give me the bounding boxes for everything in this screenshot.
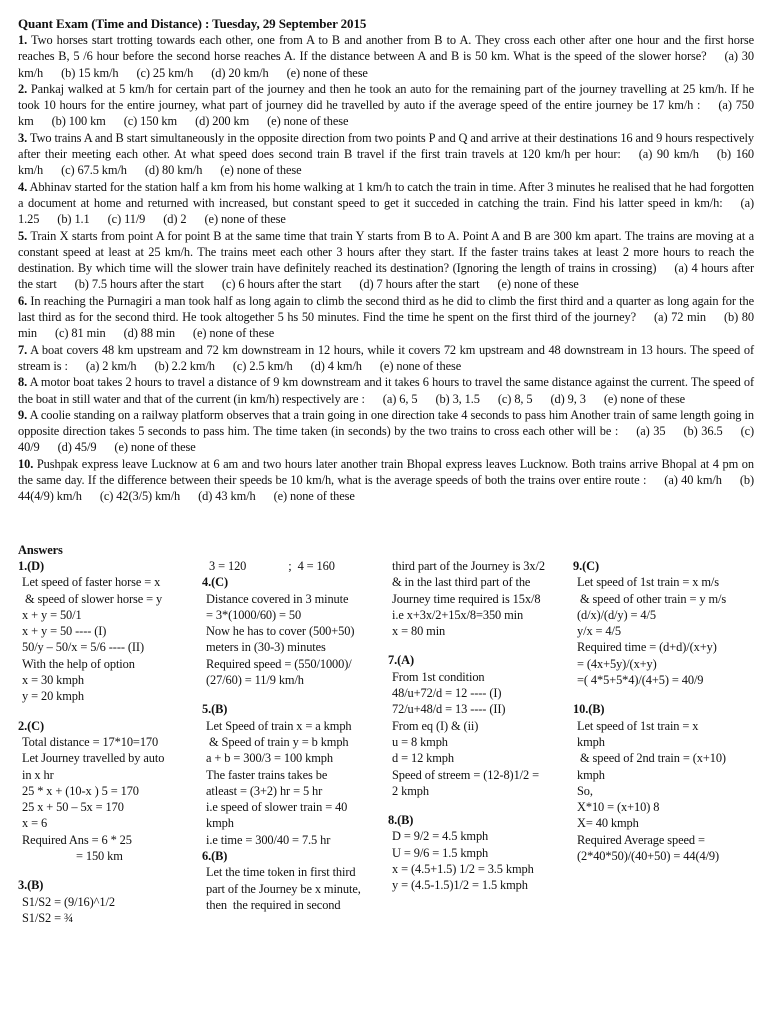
question-item (18, 342, 754, 375)
solution-line: x = 80 min (392, 624, 446, 639)
solution-line: =( 4*5+5*4)/(4+5) = 40/9 (577, 673, 704, 688)
solution-line: 72/u+48/d = 13 ---- (II) (392, 702, 506, 717)
solution-line: 48/u+72/d = 12 ---- (I) (392, 686, 502, 701)
option-text: (a) 4 hours after the start (18, 261, 754, 292)
question-text: Train X starts from point A for point B at the same time that train Y starts from B to A. Point A and B are 300 km apart. The trains are moving at a constant speed at least at 25 km/h. The trains meet each other 3 hours after they start. If the faster trains takes at least 2 more hours to reach the destination. By which time will the slower train have definitely reached its destination? (Ignoring the length of trains in crossing) (18, 228, 754, 276)
question-item (18, 130, 754, 179)
question-number: 4. (18, 179, 28, 194)
solution-line: 25 x + 50 – 5x = 170 (22, 800, 124, 815)
answer-key: 7.(A) (388, 653, 414, 668)
option-text: (d) 80 km/h (144, 163, 203, 178)
question-number: 2. (18, 81, 28, 96)
question-item (18, 293, 754, 342)
solution-line: i.e speed of slower train = 40 (206, 800, 348, 815)
option-text: (c) 42(3/5) km/h (99, 489, 181, 504)
solution-line: Required Average speed = (577, 832, 705, 847)
option-text: (a) 1.25 (18, 195, 754, 227)
solution-line: So, (577, 783, 593, 798)
question-text: A motor boat takes 2 hours to travel a distance of 9 km downstream and it takes 6 hours to travel the same distance against the current. The speed of the boat in still water and that of the current (in km/h) respectively are : (18, 375, 754, 406)
answer-key: 10.(B) (573, 702, 605, 717)
option-text: (d) 200 km (195, 114, 250, 129)
question-item (18, 228, 754, 293)
question-item (18, 32, 754, 81)
solution-line: meters in (30-3) minutes (206, 640, 326, 655)
option-text: (e) none of these (220, 163, 302, 178)
answer-key: 5.(B) (202, 702, 228, 717)
answer-key: 4.(C) (202, 575, 228, 590)
solution-line: 2 kmph (392, 783, 429, 798)
question-text: Abhinav started for the station half a km from his home walking at 1 km/h to catch the train in time. After 3 minutes he realised that he had forgotten a document at home and returned with increased, but constant speed to get it succeded in catching the train. Find his latter speed in km/h: (18, 179, 754, 210)
question-number: 6. (18, 293, 28, 308)
solution-line: 3 = 120 ; 4 = 160 (206, 559, 335, 573)
option-text: (e) none of these (603, 391, 686, 406)
option-text: (d) 2 (163, 212, 187, 227)
option-text: (c) 11/9 (107, 212, 146, 227)
option-text: (e) none of these (192, 326, 275, 341)
solution-line: Let the time token in first third (206, 865, 356, 880)
solution-line: x = (4.5+1.5) 1/2 = 3.5 kmph (392, 862, 534, 877)
answers-heading: Answers (18, 543, 63, 557)
solution-line: Required speed = (550/1000)/ (206, 656, 352, 671)
option-text: (c) 67.5 km/h (61, 163, 127, 178)
question-list (18, 32, 754, 505)
solution-line: x = 6 (22, 816, 48, 831)
option-text: (c) 25 km/h (136, 65, 194, 80)
question-number: 9. (18, 407, 28, 422)
solution-line: kmph (577, 734, 605, 749)
option-text: (c) 2.5 km/h (232, 358, 293, 373)
option-text: (b) 15 km/h (61, 65, 119, 80)
option-text: (e) none of these (267, 114, 349, 129)
solution-line: i.e x+3x/2+15x/8=350 min (392, 607, 524, 622)
option-text: (b) 3, 1.5 (435, 391, 480, 406)
solution-line: x + y = 50 ---- (I) (22, 624, 107, 639)
solution-line: Speed of streem = (12-8)1/2 = (392, 767, 539, 782)
solution-line: y = 20 kmph (22, 689, 84, 704)
question-number: 1. (18, 33, 28, 47)
solution-line: From eq (I) & (ii) (392, 718, 479, 733)
answer-column-4 (573, 558, 758, 864)
solution-line: Journey time required is 15x/8 (392, 591, 541, 606)
answer-key: 9.(C) (573, 559, 599, 573)
question-item (18, 81, 754, 130)
solution-line: Let speed of 1st train = x m/s (577, 575, 719, 590)
option-text: (b) 2.2 km/h (154, 358, 215, 373)
option-text: (c) 150 km (123, 114, 178, 129)
solution-line: = 150 km (22, 849, 123, 864)
option-text: (a) 35 (636, 424, 666, 439)
solution-line: Required Ans = 6 * 25 (22, 832, 132, 847)
option-text: (a) 30 km/h (18, 49, 755, 80)
option-text: (d) 43 km/h (198, 489, 256, 504)
solution-line: part of the Journey be x minute, (206, 881, 361, 896)
solution-line: S1/S2 = ¾ (22, 910, 74, 925)
option-text: (b) 100 km (51, 114, 106, 129)
option-text: (c) 81 min (54, 326, 106, 341)
question-item (18, 407, 754, 456)
option-text: (c) 8, 5 (497, 391, 533, 406)
solution-line: Let speed of 1st train = x (577, 718, 699, 733)
option-text: (d) 88 min (123, 326, 175, 341)
option-text: (a) 2 km/h (85, 358, 137, 373)
solution-line: (2*40*50)/(40+50) = 44(4/9) (577, 849, 720, 864)
option-text: (e) none of these (273, 489, 355, 504)
question-text: Pankaj walked at 5 km/h for certain part of the journey and then he took an auto for the remaining part of the journey travelling at 25 km/h. If he took 10 hours for the entire journey, what part of journey did he travelled by auto if the average speed of the entire journey be 17 km/h : (18, 81, 755, 113)
question-item (18, 456, 754, 505)
option-text: (a) 40 km/h (664, 473, 722, 488)
question-item (18, 374, 754, 407)
option-text: (e) none of these (114, 440, 196, 455)
solution-line: third part of the Journey is 3x/2 (392, 559, 545, 573)
solution-line: i.e time = 300/40 = 7.5 hr (206, 832, 331, 847)
solution-line: Let Journey travelled by auto (22, 751, 165, 766)
solution-line: u = 8 kmph (392, 734, 448, 749)
option-text: (d) 20 km/h (211, 65, 269, 80)
solution-line: From 1st condition (392, 669, 485, 684)
solution-line: x + y = 50/1 (22, 607, 82, 622)
question-text: Two horses start trotting towards each other, one from A to B and another from B to A. They cross each other after one hour and the first horse reaches B, 5 /6 hour before the second horse reaches A. If the distance between A and B is 50 km. What is the speed of the slower horse? (18, 33, 754, 64)
answer-column-1 (18, 558, 193, 926)
option-text: (b) 80 min (18, 310, 754, 341)
solution-line: & in the last third part of the (392, 575, 531, 590)
solution-line: in x hr (22, 767, 54, 782)
answer-key: 6.(B) (202, 849, 228, 864)
question-text: Pushpak express leave Lucknow at 6 am and two hours later another train Bhopal express leaves Lucknow. Both trains arrive Bhopal at 4 pm on the same day. If the difference between their speeds be 10 km/h, what is the average speeds of both the trains over entire route : (18, 456, 754, 488)
solution-line: 25 * x + (10-x ) 5 = 170 (22, 783, 139, 798)
solution-line: Let Speed of train x = a kmph (206, 718, 352, 733)
answer-column-3 (388, 558, 573, 894)
answer-column-2 (202, 558, 387, 913)
question-number: 3. (18, 130, 28, 145)
question-number: 7. (18, 342, 28, 357)
question-number: 10. (18, 456, 34, 471)
option-text: (e) none of these (204, 212, 286, 227)
option-text: (e) none of these (379, 358, 462, 373)
solution-line: a + b = 300/3 = 100 kmph (206, 751, 333, 766)
option-text: (b) 7.5 hours after the start (74, 277, 204, 292)
option-text: (e) none of these (497, 277, 579, 292)
solution-line: Required time = (d+d)/(x+y) (577, 640, 717, 655)
page-title: Quant Exam (Time and Distance) : Tuesday, 29 September 2015 (18, 16, 367, 31)
option-text: (a) 72 min (654, 310, 706, 325)
option-text: (a) 750 km (18, 98, 754, 129)
option-text: (b) 1.1 (57, 212, 90, 227)
solution-line: = 3*(1000/60) = 50 (206, 607, 302, 622)
solution-line: y = (4.5-1.5)1/2 = 1.5 kmph (392, 878, 528, 893)
solution-line: & speed of 2nd train = (x+10) (577, 751, 726, 766)
solution-line: D = 9/2 = 4.5 kmph (392, 829, 489, 844)
solution-line: & Speed of train y = b kmph (206, 734, 349, 749)
option-text: (d) 4 km/h (310, 358, 362, 373)
question-item (18, 179, 754, 228)
solution-line: d = 12 kmph (392, 751, 454, 766)
option-text: (b) 44(4/9) km/h (18, 473, 754, 504)
option-text: (d) 7 hours after the start (359, 277, 480, 292)
solution-line: y/x = 4/5 (577, 624, 621, 639)
solution-line: S1/S2 = (9/16)^1/2 (22, 894, 115, 909)
solution-line: 50/y – 50/x = 5/6 ---- (II) (22, 640, 144, 655)
question-text: Two trains A and B start simultaneously in the opposite direction from two points P and Q and arrive at their destinations 16 and 9 hours respectively after their meeting each other. At what speed does second train B travel if the first train travels at 120 km/h per hour: (18, 130, 754, 162)
option-text: (b) 160 km/h (18, 147, 754, 178)
answer-key: 2.(C) (18, 718, 44, 733)
solution-line: kmph (206, 816, 234, 831)
solution-line: & speed of other train = y m/s (577, 591, 727, 606)
solution-line: U = 9/6 = 1.5 kmph (392, 845, 489, 860)
solution-line: then the required in second (206, 897, 341, 912)
solution-line: kmph (577, 767, 605, 782)
answer-key: 1.(D) (18, 559, 44, 573)
solution-line: & speed of slower horse = y (22, 591, 163, 606)
solution-line: Distance covered in 3 minute (206, 591, 349, 606)
option-text: (a) 6, 5 (382, 391, 418, 406)
question-text: A coolie standing on a railway platform observes that a train going in one direction take 4 seconds to pass him Another train of same length going in opposite direction takes 5 seconds to pass him. The time taken (in seconds) by the two trains to cross each other will be : (18, 407, 754, 439)
solution-line: atleast = (3+2) hr = 5 hr (206, 783, 323, 798)
option-text: (e) none of these (286, 65, 368, 80)
answer-key: 3.(B) (18, 878, 44, 893)
option-text: (b) 36.5 (683, 424, 723, 439)
question-number: 5. (18, 228, 28, 243)
answer-key: 8.(B) (388, 813, 414, 828)
solution-line: = (4x+5y)/(x+y) (577, 656, 657, 671)
solution-line: The faster trains takes be (206, 767, 328, 782)
solution-line: Now he has to cover (500+50) (206, 624, 355, 639)
solution-line: x = 30 kmph (22, 673, 84, 688)
solution-line: X*10 = (x+10) 8 (577, 800, 660, 815)
solution-line: X= 40 kmph (577, 816, 639, 831)
solution-line: (27/60) = 11/9 km/h (206, 673, 304, 688)
option-text: (d) 9, 3 (550, 391, 586, 406)
solution-line: Total distance = 17*10=170 (22, 734, 159, 749)
solution-line: Let speed of faster horse = x (22, 575, 161, 590)
option-text: (c) 6 hours after the start (221, 277, 342, 292)
question-text: A boat covers 48 km upstream and 72 km downstream in 12 hours, while it covers 72 km upstream and 48 downstream in 13 hours. The speed of stream is : (18, 342, 754, 373)
question-text: In reaching the Purnagiri a man took half as long again to climb the second third as he did to climb the first third and a quarter as long again for the last third as for the second third. He took altogether 5 hs 50 minutes. Find the time he spent on the first third of the journey? (18, 293, 755, 325)
question-number: 8. (18, 375, 28, 390)
option-text: (a) 90 km/h (638, 147, 699, 162)
solution-line: With the help of option (22, 656, 135, 671)
option-text: (d) 45/9 (57, 440, 97, 455)
option-text: (c) 40/9 (18, 424, 755, 455)
solution-line: (d/x)/(d/y) = 4/5 (577, 607, 656, 622)
